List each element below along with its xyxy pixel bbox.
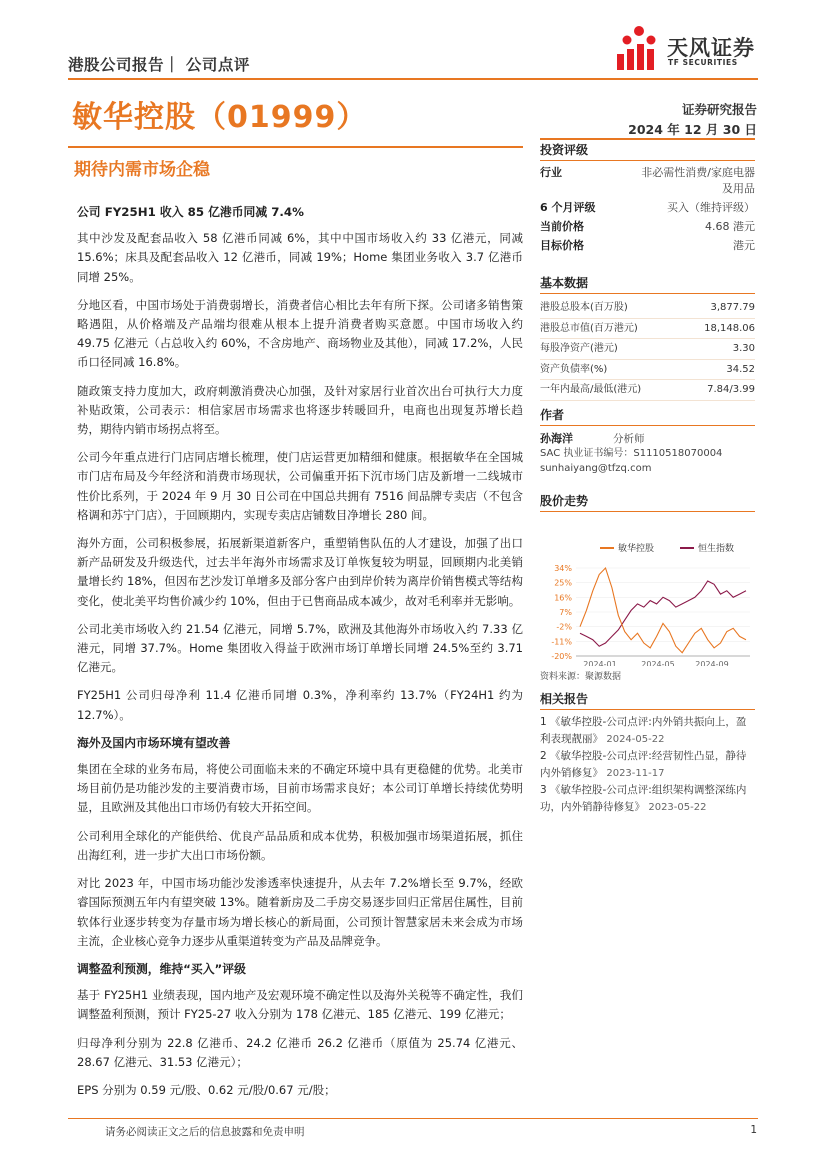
author-title: 作者 [540,406,755,426]
related-item[interactable] [540,714,755,748]
basic-value: 3,877.79 [710,302,755,313]
rating-row [540,200,755,216]
y-tick-label: 25% [554,578,572,588]
related-item-text[interactable]: 3 《敏华控股-公司点评:组织架构调整深练内功，内外销静待修复》 [540,784,747,813]
basic-value: 34.52 [726,363,755,375]
author-sac: SAC 执业证书编号：S1110518070004 [540,448,723,459]
logo [615,20,765,75]
rating-value: 港元 [733,239,755,252]
paragraph: 其中沙发及配套品收入 58 亿港币同减 6%，其中中国市场收入约 33 亿港元，同减 15.6%；床具及配套品收入 12 亿港币，同减 19%；Home 集团业务收入 3.7 亿港币同增 25%。 [77,231,523,284]
basic-key: 资产负债率(%) [540,363,608,375]
related-item[interactable] [540,782,755,816]
paragraph: 海外方面，公司积极参展，拓展新渠道新客户，重塑销售队伍的人才建设，加强了出口新产品研发及升级迭代，过去半年海外市场需求及订单恢复较为明显，回顾期内北美销量增长约 18%，但因布艺沙发订单增多及部分客户由到岸价转为离岸价销售模式等结构变化，使北美平均售价减少约 10%，但由于已售商品成本减少，故对毛利率并无影响。 [77,536,523,608]
logo-mark-icon [615,24,663,72]
related-item[interactable] [540,748,755,782]
series-line-stock [580,568,746,653]
basic-row [540,339,755,360]
paragraph: 归母净利分别为 22.8 亿港币、24.2 亿港币 26.2 亿港币（原值为 25.74 亿港元、28.67 亿港元、31.53 亿港元）； [77,1035,523,1069]
rating-key: 6 个月评级 [540,201,596,214]
rating-row [540,219,755,235]
basic-key: 一年内最高/最低(港元) [540,384,642,395]
author-role: 分析师 [613,433,645,445]
page-number: 1 [750,1124,757,1136]
x-tick-label: 2024-05 [641,660,675,666]
y-tick-label: 16% [554,593,572,603]
paragraph: 公司利用全球化的产能供给、优良产品品质和成本优势，积极加强市场渠道拓展，抓住出海红利，进一步扩大出口市场份额。 [77,828,523,862]
x-tick-label: 2024-09 [695,660,729,666]
author-name: 孙海洋 [540,432,573,445]
paragraph: 分地区看，中国市场处于消费弱增长，消费者信心相比去年有所下探。公司诸多销售策略遇阻，从价格端及产品端均很难从根本上提升消费者购买意愿。中国市场收入约 49.75 亿港元（占总收入约 60%，不含房地产、商场物业及其他），同减 17.2%，人民币口径同减 16.8%。 [77,297,523,370]
subtitle: 期待内需市场企稳 [74,160,210,180]
related-item-date: 2024-05-22 [606,734,665,745]
section-heading: 调整盈利预测，维持“买入”评级 [77,961,246,976]
basic-row [540,319,755,340]
y-tick-label: -20% [551,652,572,661]
section-heading: 公司 FY25H1 收入 85 亿港币同减 7.4% [77,205,304,219]
basic-key: 港股总市值(百万港元) [540,322,638,334]
paragraph: 随政策支持力度加大，政府刺激消费决心加强，及针对家居行业首次出台可执行大力度补贴政策，公司表示：相信家居市场需求也将逐步转暖回升，电商也出现复苏增长趋势，期待内销市场拐点将至。 [77,383,523,437]
related-item-text[interactable]: 1 《敏华控股-公司点评:内外销共振向上，盈利表现靓丽》 [540,716,747,745]
report-category: 港股公司报告｜ 公司点评 [68,56,250,74]
paragraph: 公司北美市场收入约 21.54 亿港元，同增 5.7%，欧洲及其他海外市场收入约 7.33 亿港元，同增 37.7%。Home 集团收入得益于欧洲市场订单增长同增 24.5%至约 3.71 亿港元。 [77,621,523,675]
basic-value: 7.84/3.99 [707,384,755,395]
legend-label: 敏华控股 [618,544,655,554]
logo-cn: 天风证券 [667,36,755,60]
basic-data-panel [540,274,755,401]
legend-label: 恒生指数 [698,544,735,554]
rating-key: 行业 [540,166,562,179]
basic-row [540,360,755,381]
report-kind: 证券研究报告 [681,102,757,117]
rating-key: 当前价格 [540,220,584,233]
paragraph: 公司今年重点进行门店同店增长梳理，使门店运营更加精细和健康。根据敏华在全国城市门店布局及今年经济和消费市场现状，公司偏重开拓下沉市场门店及新增一二线城市性价比系列，于 2024 年 9 月 30 日公司在中国总共拥有 7516 间品牌专卖店（不包含格调和苏宁门店），于回顾期内，实现专卖店店铺数目净增长 280 间。 [77,450,523,522]
related-item-date: 2023-05-22 [648,802,707,813]
title-divider [68,146,523,148]
y-tick-label: -11% [551,637,572,647]
y-tick-label: 7% [559,608,572,617]
chart-source: 资料来源：聚源数据 [540,672,622,682]
author-panel [540,406,755,476]
rating-value: 4.68 港元 [705,220,755,233]
related-panel [540,690,755,816]
paragraph: FY25H1 公司归母净利 11.4 亿港币同增 0.3%，净利率约 13.7%（FY24H1 约为 12.7%）。 [77,688,523,722]
author-email[interactable]: sunhaiyang@tfzq.com [540,463,652,474]
y-tick-label: 34% [554,564,572,573]
page-title: 敏华控股（01999） [72,100,368,135]
stock-chart-title: 股价走势 [540,492,755,512]
footer-disclaimer: 请务必阅读正文之后的信息披露和免责申明 [105,1126,305,1138]
basic-value: 3.30 [732,343,755,354]
paragraph: 基于 FY25H1 业绩表现，国内地产及宏观环境不确定性以及海外关税等不确定性，我们调整盈利预测，预计 FY25-27 收入分别为 178 亿港元、185 亿港元、199 亿港元； [77,988,523,1022]
basic-value: 18,148.06 [704,322,755,334]
report-date: 2024 年 12 月 30 日 [628,122,757,137]
paragraph: 集团在全球的业务布局，将使公司面临未来的不确定环境中具有更稳健的优势。北美市场目前仍是功能沙发的主要消费市场，目前市场需求良好；本公司订单增长持续优势明显，且欧洲及其他出口市场仍有较大开拓空间。 [77,762,523,815]
footer-divider [68,1118,758,1119]
paragraph: 对比 2023 年，中国市场功能沙发渗透率快速提升，从去年 7.2%增长至 9.7%，经欧睿国际预测五年内有望突破 13%。随着新房及二手房交易逐步回归正常居住属性，目前软体行业逐步转变为存量市场为增长核心的新局面，公司预计智慧家居未来会成为市场主流，企业核心竞争力逐步从重渠道转变为产品及品牌竞争。 [77,876,523,948]
main-body [77,203,523,1109]
x-tick-label: 2024-01 [583,660,617,666]
series-line-index [580,581,746,646]
rating-key: 目标价格 [540,239,584,252]
y-tick-label: -2% [556,622,572,632]
rating-row [540,238,755,254]
header-divider [68,78,758,80]
paragraph: EPS 分别为 0.59 元/股、0.62 元/股/0.67 元/股； [77,1082,336,1097]
related-item-date: 2023-11-17 [606,768,665,779]
basic-row [540,298,755,319]
rating-row [540,165,755,197]
rating-value: 买入（维持评级） [667,201,755,214]
stock-chart [540,516,755,666]
title-divider-right [540,138,755,140]
rating-value: 非必需性消费/家庭电器及用品 [641,166,755,195]
basic-key: 每股净资产(港元) [540,343,618,354]
basic-data-title: 基本数据 [540,274,755,294]
basic-row [540,380,755,401]
basic-key: 港股总股本(百万股) [540,302,628,313]
section-heading: 海外及国内市场环境有望改善 [77,735,231,750]
rating-title: 投资评级 [540,141,755,161]
rating-panel [540,141,755,254]
stock-chart-panel [540,492,755,685]
logo-en: TF SECURITIES [668,58,738,67]
related-title: 相关报告 [540,690,755,710]
related-item-text[interactable]: 2 《敏华控股-公司点评:经营韧性凸显，静待内外销修复》 [540,750,747,779]
